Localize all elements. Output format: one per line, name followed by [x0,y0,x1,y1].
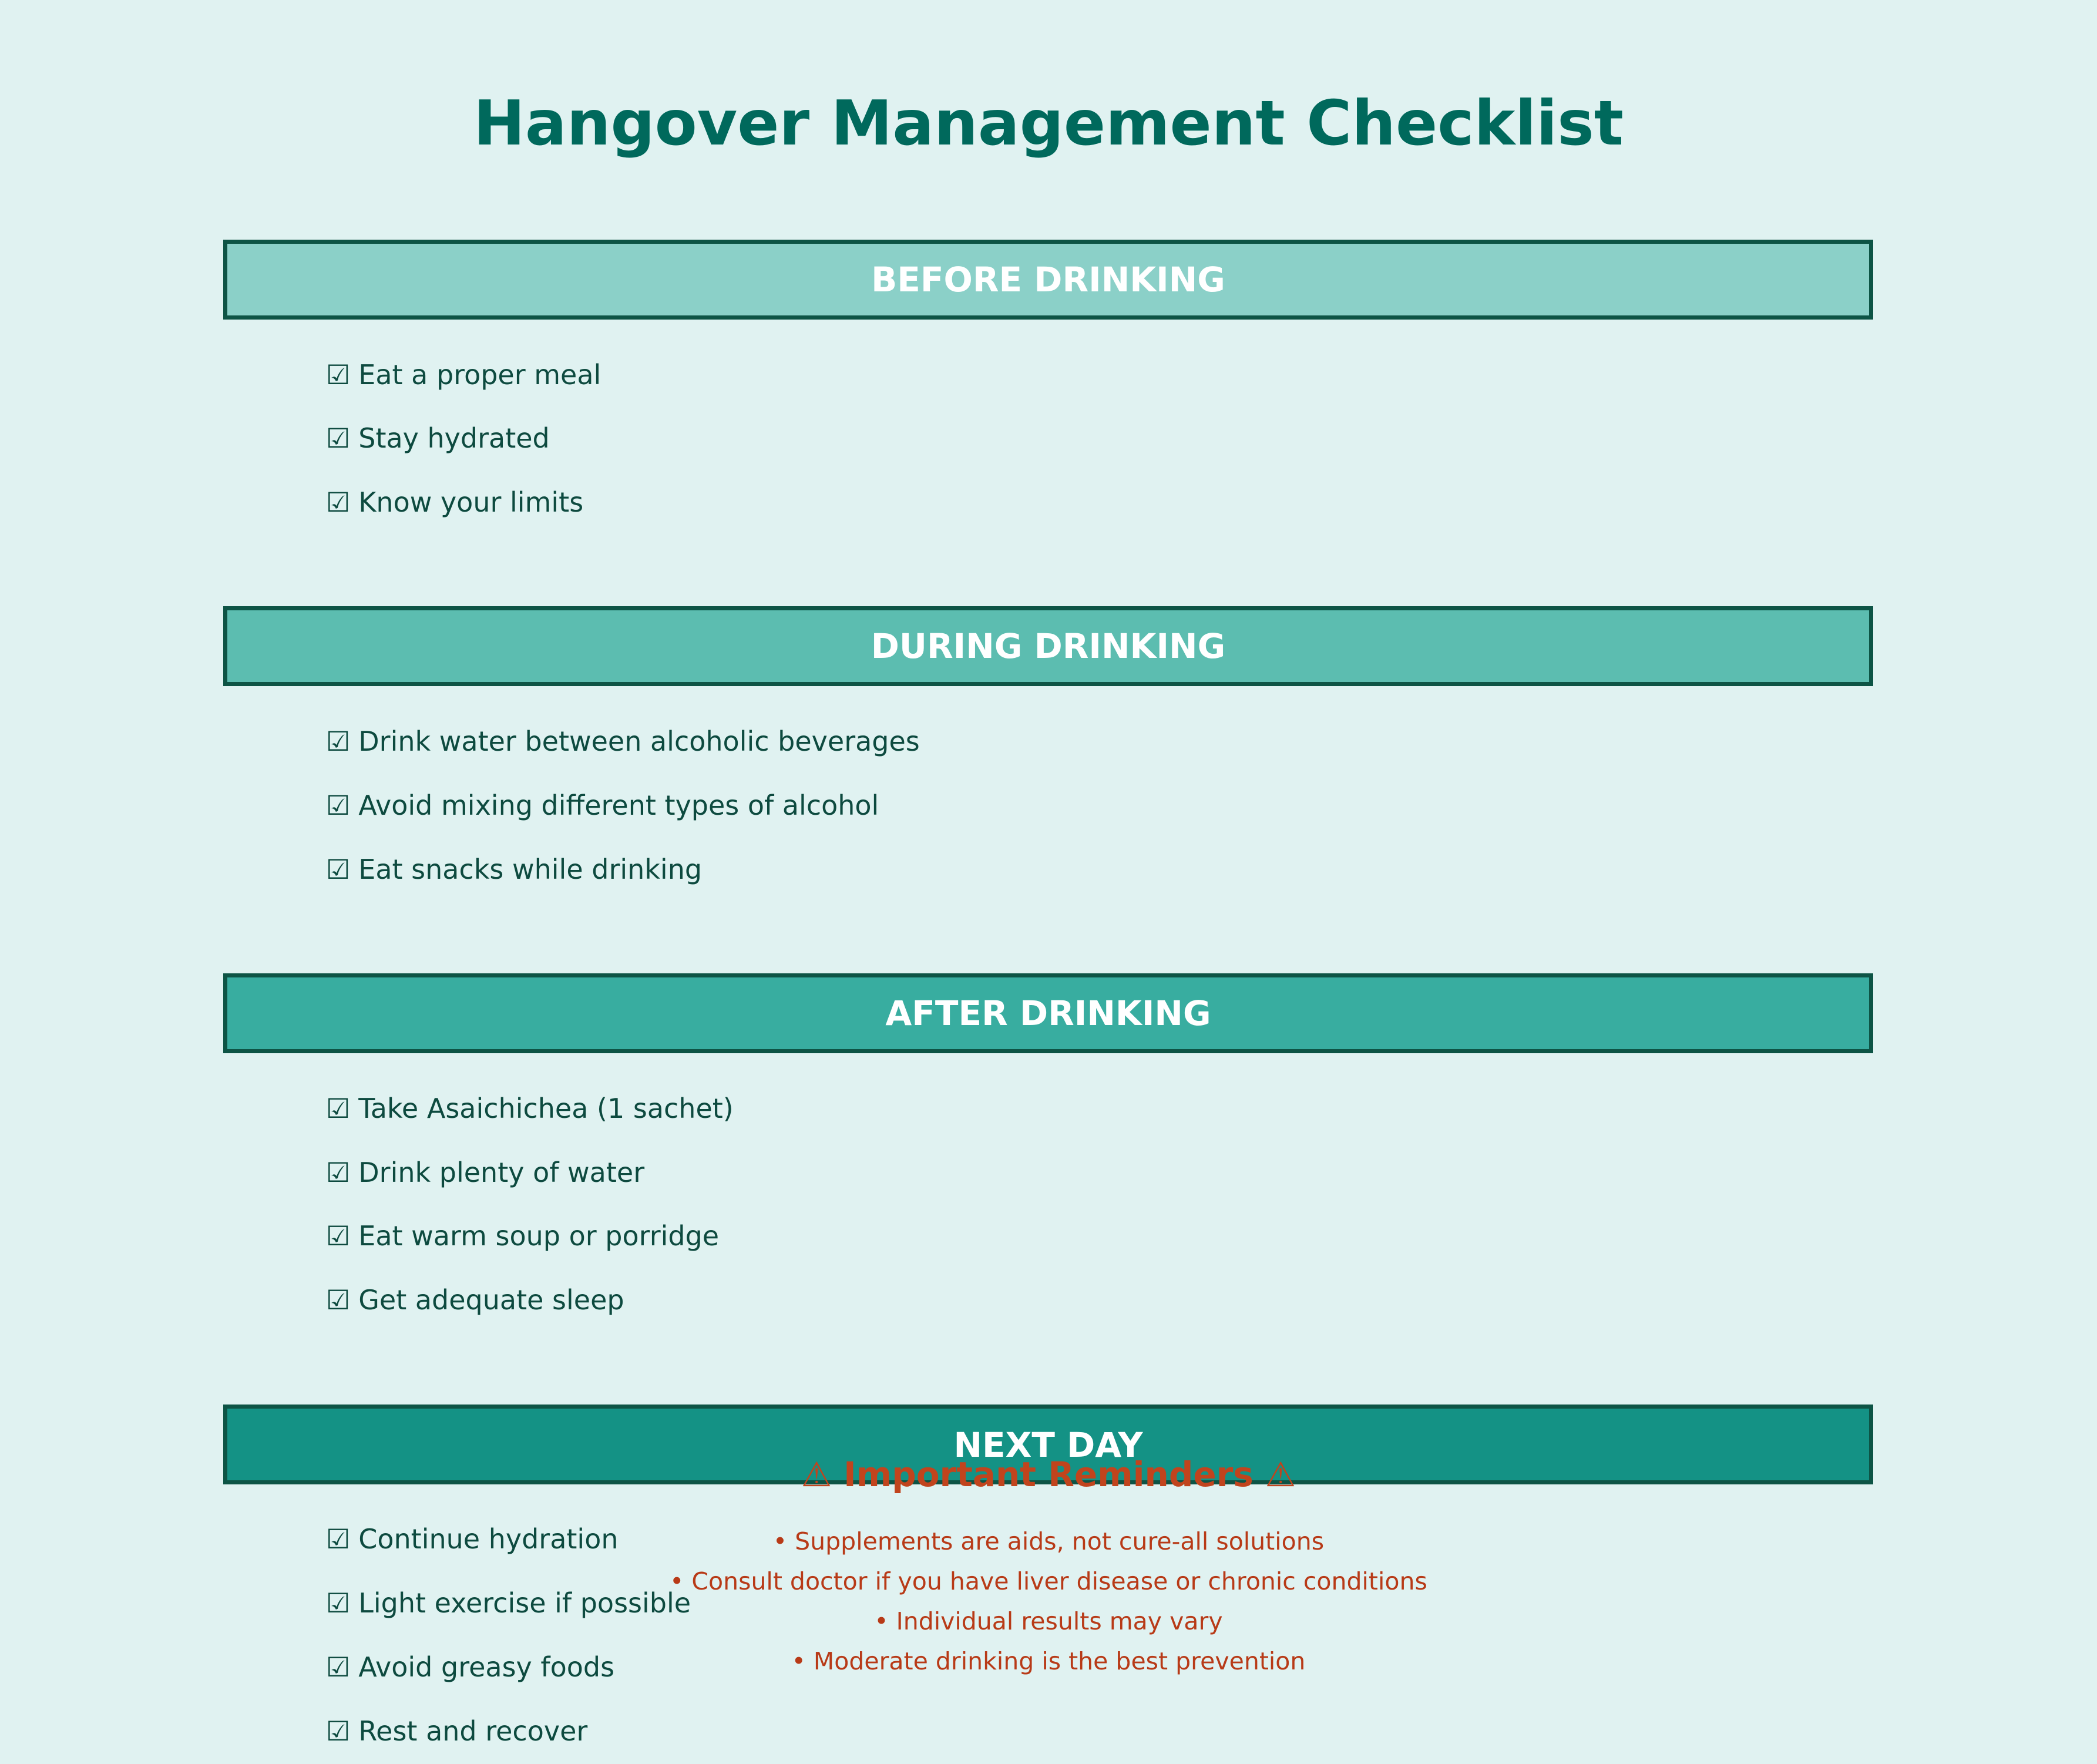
checklist-item-label: Avoid greasy foods [358,1651,615,1683]
checkbox-icon[interactable]: ☑ [326,486,351,518]
checkbox-icon[interactable]: ☑ [326,1093,351,1124]
checklist-item[interactable] [326,846,702,893]
checkbox-icon[interactable]: ☑ [326,1220,351,1252]
section-header-next-day: NEXT DAY [223,1405,1873,1484]
checklist-item[interactable] [326,1708,587,1755]
checklist-item-label: Get adequate sleep [358,1284,624,1316]
reminder-item: • Moderate drinking is the best prevention [791,1647,1306,1675]
checkbox-icon[interactable]: ☑ [326,1715,351,1747]
checklist-item-label: Rest and recover [358,1715,588,1747]
checkbox-icon[interactable]: ☑ [326,1523,351,1555]
checklist-item-label: Eat snacks while drinking [358,854,703,885]
checklist-item-label: Eat warm soup or porridge [358,1220,720,1252]
checklist-item[interactable] [326,479,583,526]
checkbox-icon[interactable]: ☑ [326,725,351,757]
checklist-item-label: Know your limits [358,486,584,518]
checklist-item[interactable] [326,1085,734,1132]
checkbox-icon[interactable]: ☑ [326,789,351,821]
checklist-item-label: Take Asaichichea (1 sachet) [358,1093,734,1124]
checklist-item[interactable] [326,1276,624,1323]
reminder-item: • Supplements are aids, not cure-all solutions [772,1527,1325,1555]
checklist-item-label: Drink water between alcoholic beverages [358,725,920,757]
checklist-item-label: Drink plenty of water [358,1157,645,1188]
checklist-item[interactable] [326,782,879,829]
checkbox-icon[interactable]: ☑ [326,1587,351,1619]
checklist-item-label: Avoid mixing different types of alcohol [358,789,879,821]
checklist-item-label: Eat a proper meal [358,359,601,391]
checklist-item[interactable] [326,415,550,462]
section-header-after-drinking: AFTER DRINKING [223,973,1873,1053]
checkbox-icon[interactable]: ☑ [326,422,351,454]
checkbox-icon[interactable]: ☑ [326,1157,351,1188]
reminder-item: • Consult doctor if you have liver disease or chronic conditions [670,1567,1427,1595]
checkbox-icon[interactable]: ☑ [326,1651,351,1683]
checklist-item[interactable] [326,1149,644,1196]
checklist-item-label: Light exercise if possible [358,1587,691,1619]
checkbox-icon[interactable]: ☑ [326,359,351,391]
section-header-before-drinking: BEFORE DRINKING [223,240,1873,320]
reminder-item: • Individual results may vary [874,1607,1223,1635]
section-header-during-drinking: DURING DRINKING [223,606,1873,686]
checklist-item[interactable] [326,351,601,398]
checklist-item[interactable] [326,718,920,765]
checkbox-icon[interactable]: ☑ [326,1284,351,1316]
checkbox-icon[interactable]: ☑ [326,854,351,885]
checklist-item[interactable] [326,1212,719,1259]
page-title: Hangover Management Checklist [473,88,1624,159]
checklist-item-label: Stay hydrated [358,422,550,454]
checklist-item-label: Continue hydration [358,1523,619,1555]
reminders-title: ⚠ Important Reminders ⚠ [801,1454,1296,1494]
